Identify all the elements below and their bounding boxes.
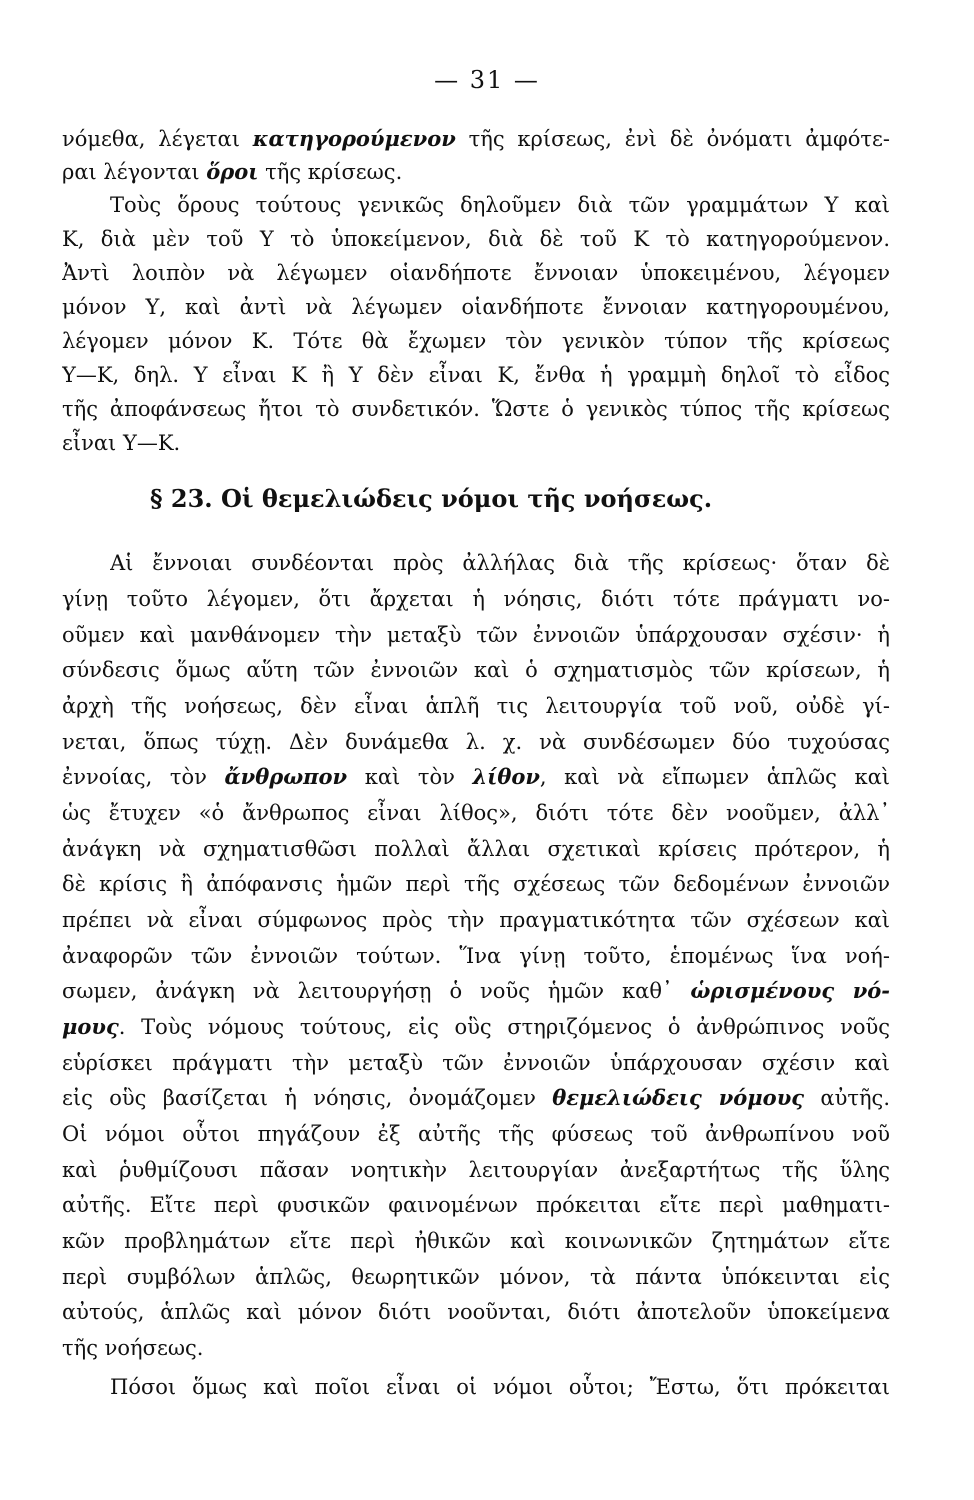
text-line: Υ—Κ, δηλ. Υ εἶναι Κ ἢ Υ δὲν εἶναι Κ, ἔνθα ἡ γραμμὴ δηλοῖ τὸ εἶδος (62, 363, 890, 387)
text-run: ἐννοίας, τὸν (62, 765, 225, 789)
text-line: πρέπει νὰ εἶναι σύμφωνος πρὸς τὴν πραγματικότητα τῶν σχέσεων καὶ (62, 908, 890, 932)
text-line (62, 762, 890, 792)
text-line: οῦμεν καὶ μανθάνομεν τὴν μεταξὺ τῶν ἐννοιῶν ὑπάρχουσαν σχέσιν· ἡ (62, 623, 890, 647)
text-line: εἶναι Υ—Κ. (62, 431, 181, 455)
bold-term: μους (62, 1014, 119, 1039)
text-line (62, 976, 890, 1006)
text-run: ραι λέγονται (62, 160, 207, 184)
text-line: νεται, ὅπως τύχῃ. Δὲν δυνάμεθα λ. χ. νὰ συνδέσωμεν δύο τυχούσας (62, 730, 890, 754)
page-number: — 31 — (434, 66, 540, 94)
bold-term: ὅροι (206, 159, 259, 184)
text-line (62, 157, 890, 187)
text-line: εὑρίσκει πράγματι τὴν μεταξὺ τῶν ἐννοιῶν ὑπάρχουσαν σχέσιν καὶ (62, 1051, 890, 1075)
text-line: Αἱ ἔννοιαι συνδέονται πρὸς ἀλλήλας διὰ τῆς κρίσεως· ὅταν δὲ (110, 551, 890, 575)
text-run: τῆς κρίσεως. (258, 160, 403, 184)
text-line: τῆς νοήσεως. (62, 1336, 204, 1360)
text-line: Οἱ νόμοι οὗτοι πηγάζουν ἐξ αὐτῆς τῆς φύσεως τοῦ ἀνθρωπίνου νοῦ (62, 1122, 890, 1146)
text-line: ἀναφορῶν τῶν ἐννοιῶν τούτων. Ἵνα γίνῃ τοῦτο, ἑπομένως ἵνα νοή- (62, 944, 890, 968)
text-line: τῆς ἀποφάνσεως ἤτοι τὸ συνδετικόν. Ὥστε ὁ γενικὸς τύπος τῆς κρίσεως (62, 397, 890, 421)
text-run: τῆς κρίσεως, ἐνὶ δὲ ὀνόματι ἀμφότε- (455, 127, 890, 151)
text-line: Κ, διὰ μὲν τοῦ Υ τὸ ὑποκείμενον, διὰ δὲ τοῦ Κ τὸ κατηγορούμενον. (62, 227, 890, 251)
text-line: κῶν προβλημάτων εἴτε περὶ ἠθικῶν καὶ κοινωνικῶν ζητημάτων εἴτε (62, 1229, 890, 1253)
bold-term: ἄνθρωπον (224, 764, 348, 789)
text-line: Τοὺς ὅρους τούτους γενικῶς δηλοῦμεν διὰ τῶν γραμμάτων Υ καὶ (110, 193, 890, 217)
text-line: ἀνάγκη νὰ σχηματισθῶσι πολλαὶ ἄλλαι σχετικαὶ κρίσεις πρότερον, ἡ (62, 837, 890, 861)
text-line: καὶ ῥυθμίζουσι πᾶσαν νοητικὴν λειτουργίαν ἀνεξαρτήτως τῆς ὕλης (62, 1158, 890, 1182)
text-line (62, 1083, 890, 1113)
text-run: νόμεθα, λέγεται (62, 127, 253, 151)
text-line: σύνδεσις ὅμως αὕτη τῶν ἐννοιῶν καὶ ὁ σχηματισμὸς τῶν κρίσεων, ἡ (62, 658, 890, 682)
text-line: μόνον Υ, καὶ ἀντὶ νὰ λέγωμεν οἱανδήποτε ἔννοιαν κατηγορουμένου, (62, 295, 890, 319)
bold-term: ὡρισμένους νό- (690, 978, 890, 1003)
text-line (62, 124, 890, 154)
text-line: ὡς ἔτυχεν «ὁ ἄνθρωπος εἶναι λίθος», διότι τότε δὲν νοοῦμεν, ἀλλ᾽ (62, 801, 890, 825)
bold-term: κατηγορούμενον (252, 126, 456, 151)
text-line: αὐτούς, ἁπλῶς καὶ μόνον διότι νοοῦνται, διότι ἀποτελοῦν ὑποκείμενα (62, 1300, 890, 1324)
text-run: αὐτῆς. (804, 1086, 890, 1110)
bold-term: θεμελιώδεις νόμους (552, 1085, 805, 1110)
text-run: εἰς οὓς βασίζεται ἡ νόησις, ὀνομάζομεν (62, 1086, 553, 1110)
text-run: , καὶ νὰ εἴπωμεν ἁπλῶς καὶ (539, 765, 890, 789)
section-heading: § 23. Οἱ θεμελιώδεις νόμοι τῆς νοήσεως. (150, 484, 713, 513)
text-line: περὶ συμβόλων ἁπλῶς, θεωρητικῶν μόνον, τὰ πάντα ὑπόκεινται εἰς (62, 1265, 890, 1289)
text-line: Πόσοι ὅμως καὶ ποῖοι εἶναι οἱ νόμοι οὗτοι; Ἔστω, ὅτι πρόκειται (110, 1375, 890, 1399)
bold-term: λίθον (472, 764, 540, 789)
text-run: σωμεν, ἀνάγκη νὰ λειτουργήσῃ ὁ νοῦς ἡμῶν καθ᾽ (62, 979, 691, 1003)
text-line (62, 1012, 890, 1042)
text-line: ἀρχὴ τῆς νοήσεως, δὲν εἶναι ἁπλῆ τις λειτουργία τοῦ νοῦ, οὐδὲ γί- (62, 694, 890, 718)
text-line: λέγομεν μόνον Κ. Τότε θὰ ἔχωμεν τὸν γενικὸν τύπον τῆς κρίσεως (62, 329, 890, 353)
text-run: . Τοὺς νόμους τούτους, εἰς οὓς στηριζόμενος ὁ ἀνθρώπινος νοῦς (118, 1015, 890, 1039)
text-line: Ἀντὶ λοιπὸν νὰ λέγωμεν οἱανδήποτε ἔννοιαν ὑποκειμένου, λέγομεν (62, 261, 890, 285)
text-line: γίνῃ τοῦτο λέγομεν, ὅτι ἄρχεται ἡ νόησις, διότι τότε πράγματι νο- (62, 587, 890, 611)
text-line: δὲ κρίσις ἢ ἀπόφανσις ἡμῶν περὶ τῆς σχέσεως τῶν δεδομένων ἐννοιῶν (62, 872, 890, 896)
text-line: αὐτῆς. Εἴτε περὶ φυσικῶν φαινομένων πρόκειται εἴτε περὶ μαθηματι- (62, 1193, 890, 1217)
text-run: καὶ τὸν (347, 765, 473, 789)
